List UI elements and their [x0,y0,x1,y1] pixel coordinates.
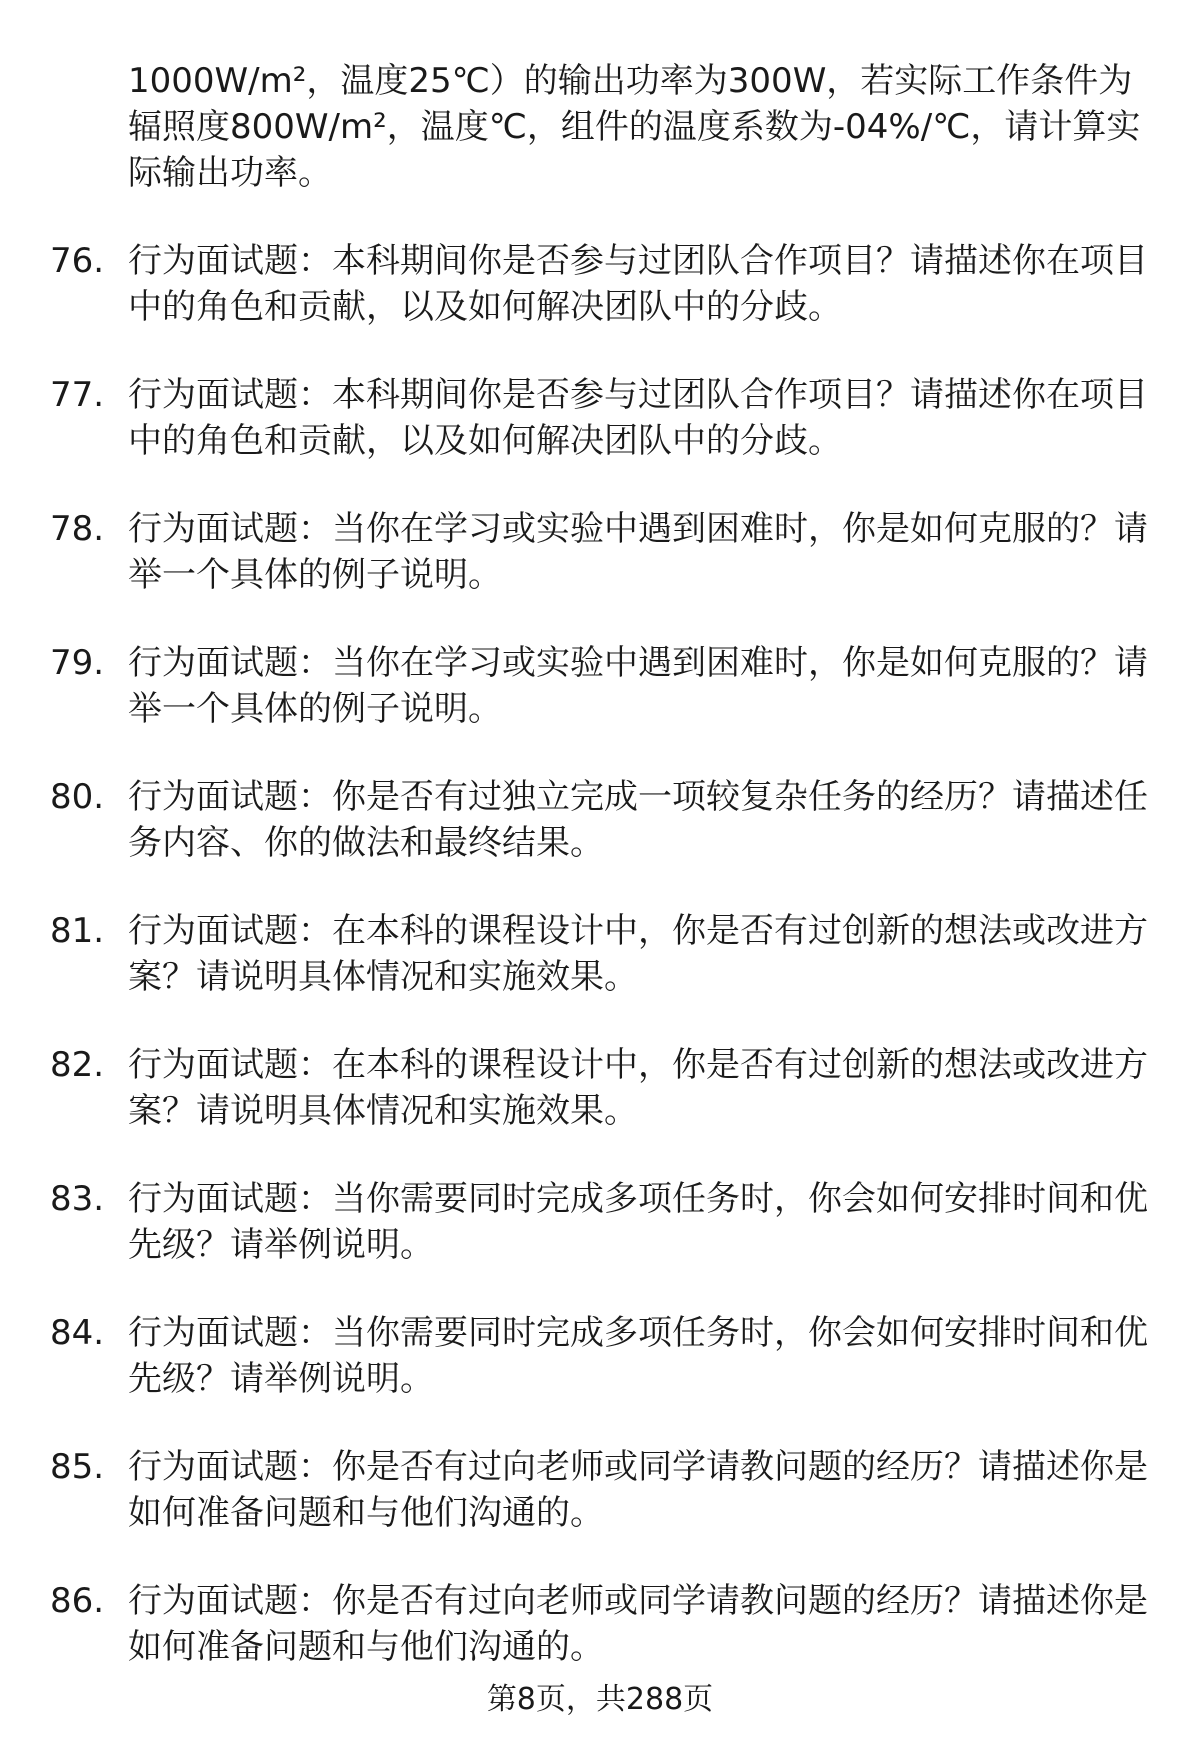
list-item [0,372,1200,464]
item-text: 行为面试题：本科期间你是否参与过团队合作项目？请描述你在项目中的角色和贡献，以及如何解决团队中的分歧。 [128,241,1148,327]
item-text: 行为面试题：你是否有过独立完成一项较复杂任务的经历？请描述任务内容、你的做法和最终结果。 [128,777,1148,863]
list-item [0,1444,1200,1536]
item-number: 84. [50,1313,105,1353]
item-text: 行为面试题：在本科的课程设计中，你是否有过创新的想法或改进方案？请说明具体情况和实施效果。 [128,1045,1148,1131]
item-number: 85. [50,1447,105,1487]
list-item [0,1578,1200,1670]
list-item [0,774,1200,866]
list-item [0,640,1200,732]
list-item [0,1310,1200,1402]
page-footer: 第8页，共288页 [486,1682,714,1717]
item-text: 行为面试题：当你在学习或实验中遇到困难时，你是如何克服的？请举一个具体的例子说明。 [128,643,1148,729]
list-item [0,1176,1200,1268]
item-number: 83. [50,1179,105,1219]
item-number: 79. [50,643,105,683]
item-number: 80. [50,777,105,817]
item-text: 行为面试题：本科期间你是否参与过团队合作项目？请描述你在项目中的角色和贡献，以及如何解决团队中的分歧。 [128,375,1148,461]
item-number: 76. [50,241,105,281]
item-text: 行为面试题：在本科的课程设计中，你是否有过创新的想法或改进方案？请说明具体情况和实施效果。 [128,911,1148,997]
item-number: 77. [50,375,105,415]
list-item [0,238,1200,330]
item-text: 行为面试题：当你需要同时完成多项任务时，你会如何安排时间和优先级？请举例说明。 [128,1179,1148,1265]
item-text: 行为面试题：你是否有过向老师或同学请教问题的经历？请描述你是如何准备问题和与他们沟通的。 [128,1581,1148,1667]
item-text: 行为面试题：当你需要同时完成多项任务时，你会如何安排时间和优先级？请举例说明。 [128,1313,1148,1399]
continuation-text: 1000W/m²，温度25℃）的输出功率为300W，若实际工作条件为辐照度800W/m²，温度℃，组件的温度系数为-04%/℃，请计算实际输出功率。 [128,61,1141,193]
item-number: 82. [50,1045,105,1085]
list-item [0,506,1200,598]
item-text: 行为面试题：当你在学习或实验中遇到困难时，你是如何克服的？请举一个具体的例子说明。 [128,509,1148,595]
item-number: 86. [50,1581,105,1621]
item-number: 81. [50,911,105,951]
list-item [0,908,1200,1000]
item-text: 行为面试题：你是否有过向老师或同学请教问题的经历？请描述你是如何准备问题和与他们沟通的。 [128,1447,1148,1533]
list-item [0,1042,1200,1134]
item-number: 78. [50,509,105,549]
question-list [0,58,1200,1712]
